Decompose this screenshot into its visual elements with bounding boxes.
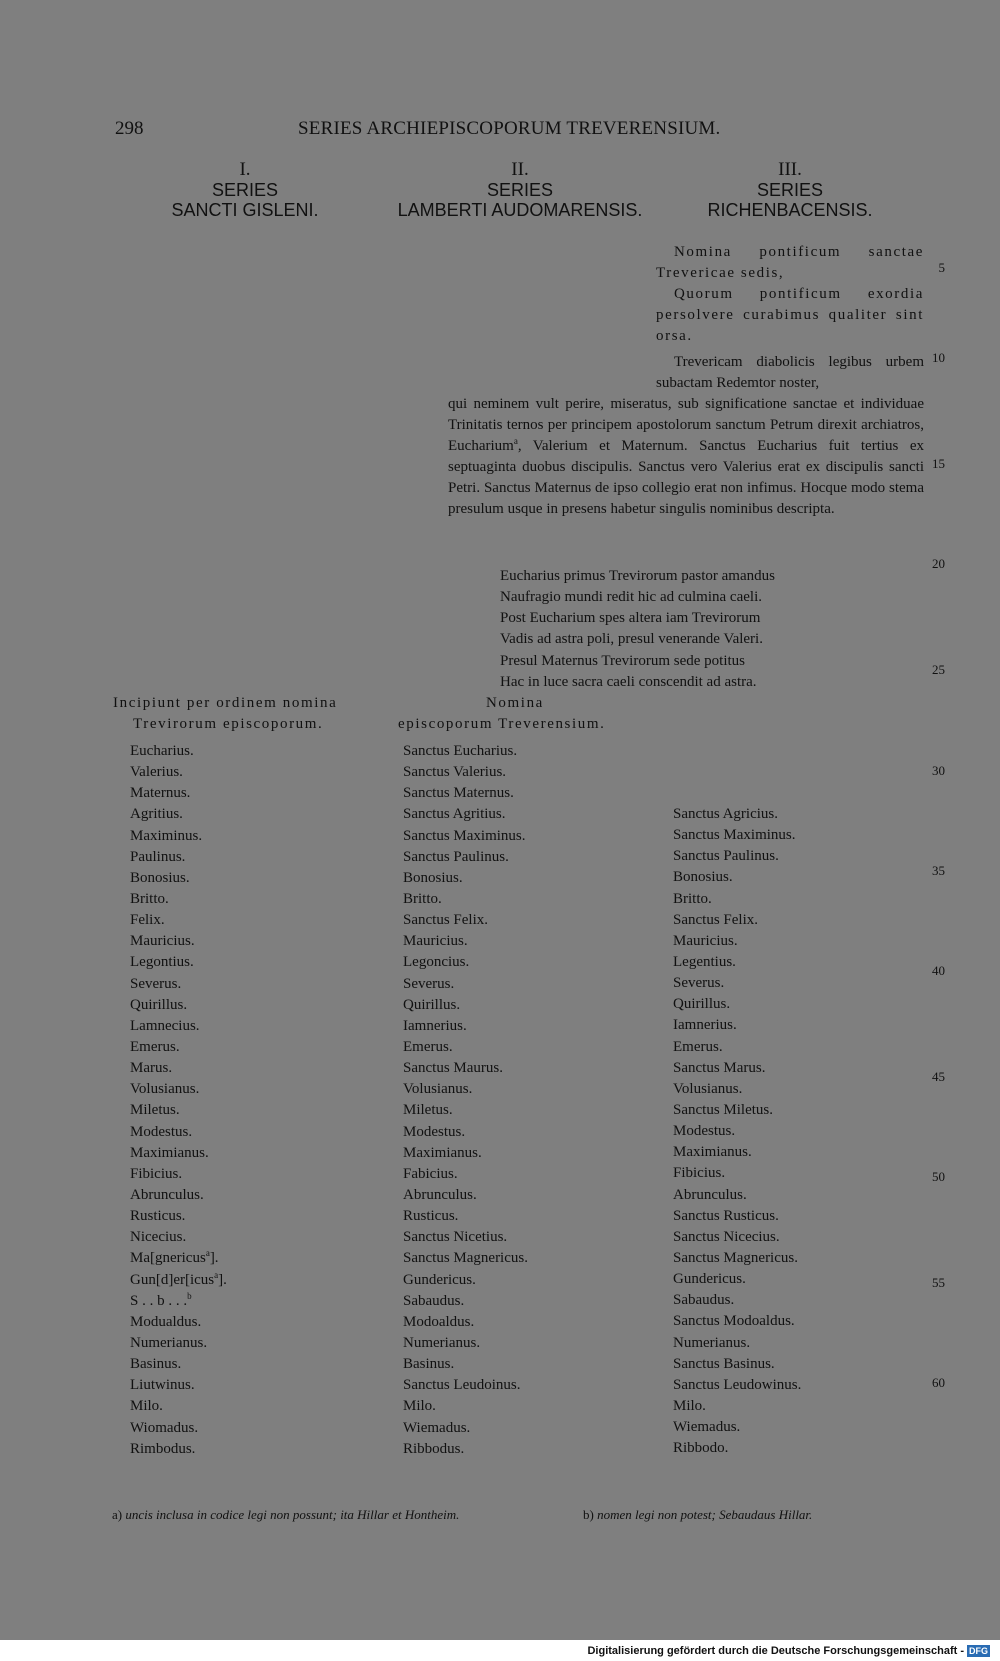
list-item-text: Wiomadus. (130, 1419, 199, 1436)
list-item-text: Fibicius. (673, 1165, 726, 1182)
list-item (130, 1206, 227, 1227)
list-item-text: Lamnecius. (130, 1017, 200, 1034)
list-item (403, 1058, 528, 1079)
list-item (673, 931, 801, 952)
list-item-text: Marus. (130, 1060, 173, 1077)
list-item-text: Mauricius. (130, 933, 195, 950)
list-item (673, 1037, 801, 1058)
list-item (673, 1185, 801, 1206)
list-item (130, 1333, 227, 1354)
list-item (130, 1312, 227, 1333)
list-item (673, 804, 801, 825)
list-item (130, 995, 227, 1016)
list-item-text: Gundericus. (403, 1271, 476, 1288)
verse-line: Naufragio mundi redit hic ad culmina caeli. (500, 589, 762, 606)
list-item-text: Sanctus Maximinus. (403, 827, 526, 844)
list-item (403, 804, 528, 825)
list-item-text: Numerianus. (130, 1334, 208, 1351)
list-item (673, 1100, 801, 1121)
footnote-marker: a (214, 1269, 219, 1280)
list-item-text: S . . b . . . (130, 1292, 188, 1309)
verse-line: Post Eucharium spes altera iam Trevirorum (500, 610, 761, 627)
list-item-text: Paulinus. (130, 848, 186, 865)
list-item-text: Britto. (673, 890, 712, 907)
list-item-text: Nicecius. (130, 1229, 187, 1246)
list-item-text: Sanctus Paulinus. (673, 848, 779, 865)
list-item (130, 974, 227, 995)
list-item (673, 1333, 801, 1354)
footnote-b-text: nomen legi non potest; Sebaudaus Hillar. (597, 1507, 813, 1522)
list-item (673, 1396, 801, 1417)
list-item (673, 1354, 801, 1375)
list-item (403, 783, 528, 804)
list-item-text: Modoaldus. (403, 1313, 475, 1330)
column-numeral: I. (239, 159, 251, 180)
list-item (673, 1142, 801, 1163)
line-number: 45 (932, 1069, 945, 1084)
list-item-text: Ribbodus. (403, 1440, 465, 1457)
verse-line: Presul Maternus Trevirorum sede potitus (500, 652, 745, 669)
line-number: 60 (932, 1375, 945, 1390)
list-item (130, 741, 227, 762)
list-item (130, 1248, 227, 1269)
list-item-text: Bonosius. (130, 869, 190, 886)
list-item (403, 1227, 528, 1248)
column-heading-1 (145, 160, 345, 220)
list-item (130, 1122, 227, 1143)
list-item-text: Sabaudus. (403, 1292, 465, 1309)
list-item (403, 1248, 528, 1269)
list-item-text: Numerianus. (403, 1334, 481, 1351)
list-item-text: Maximianus. (130, 1144, 209, 1161)
list-item-text: Numerianus. (673, 1334, 751, 1351)
list-item-text: Quirillus. (130, 996, 188, 1013)
list-item-text: Britto. (130, 890, 169, 907)
list-item (673, 867, 801, 888)
list-item-text: Abrunculus. (673, 1186, 747, 1203)
list-item (130, 1185, 227, 1206)
footnote-marker: a (205, 1248, 210, 1259)
list-item-text: Emerus. (673, 1038, 723, 1055)
col1-heading-line1: Incipiunt per ordinem nomina (113, 695, 338, 711)
list-item (130, 1291, 227, 1312)
list-item (130, 783, 227, 804)
list-item-text: Modestus. (130, 1123, 193, 1140)
list-item-text: Sanctus Modoaldus. (673, 1313, 795, 1330)
list-item-text: Iamnerius. (673, 1017, 737, 1034)
list-item (130, 910, 227, 931)
list-item-text: Fibicius. (130, 1165, 183, 1182)
list-item-text: Modestus. (673, 1123, 736, 1140)
list-item (673, 1227, 801, 1248)
list-item (130, 1143, 227, 1164)
list-item-text: Emerus. (403, 1038, 453, 1055)
list-item-text: Liutwinus. (130, 1377, 195, 1394)
list-item (673, 1058, 801, 1079)
list-item (403, 1016, 528, 1037)
list-item (673, 973, 801, 994)
list-item-text: Sanctus Marus. (673, 1059, 766, 1076)
bishop-list-col1 (130, 741, 227, 1460)
list-item (403, 1185, 528, 1206)
list-item-text: Sanctus Eucharius. (403, 743, 518, 759)
list-item (403, 1206, 528, 1227)
list-item (673, 1438, 801, 1459)
list-item (130, 826, 227, 847)
list-item (130, 1079, 227, 1100)
list-item-text: Sanctus Agricius. (673, 806, 778, 822)
list-item-text: Volusianus. (130, 1081, 200, 1098)
verse-line: Eucharius primus Trevirorum pastor amandus (500, 568, 775, 584)
list-item (130, 1164, 227, 1185)
footnote-a-text: uncis inclusa in codice legi non possunt; ita Hillar et Hontheim. (125, 1507, 460, 1522)
list-item-text: Rimbodus. (130, 1440, 196, 1457)
col2-heading-line1: Nomina (486, 695, 544, 711)
list-item (130, 1227, 227, 1248)
list-item-text: Abrunculus. (130, 1186, 204, 1203)
list-item (673, 825, 801, 846)
prose-nomina-pontificum: Nomina pontificum sanctae Trevericae sedis, (656, 244, 924, 281)
list-item (403, 889, 528, 910)
list-item-text: Basinus. (130, 1356, 182, 1373)
list-item-text: Rusticus. (403, 1208, 459, 1225)
column-title-line1: SERIES (756, 180, 824, 200)
list-item-text: Sanctus Magnericus. (403, 1250, 528, 1267)
list-item (130, 931, 227, 952)
list-item (403, 931, 528, 952)
list-item (403, 1354, 528, 1375)
list-item-text: Britto. (403, 890, 442, 907)
line-number: 15 (932, 456, 945, 471)
list-item-text: Emerus. (130, 1038, 180, 1055)
column-title-line1: SERIES (211, 180, 279, 200)
list-item (130, 889, 227, 910)
bracket-close: ]. (209, 1250, 219, 1267)
list-item (673, 1375, 801, 1396)
list-item-text: Sabaudus. (673, 1292, 735, 1309)
list-item-text: Abrunculus. (403, 1186, 477, 1203)
list-item-text: Bonosius. (673, 869, 733, 886)
list-item-text: Severus. (673, 975, 725, 992)
list-item (130, 1439, 227, 1460)
prose-trevericam: Trevericam diabolicis legibus urbem subactam Redemtor noster, (656, 354, 924, 391)
list-item-text: Sanctus Nicecius. (673, 1228, 780, 1245)
bracket-close: ]. (218, 1271, 227, 1288)
list-item (403, 1418, 528, 1439)
list-item-text: Ribbodo. (673, 1440, 729, 1457)
list-item-text: Legoncius. (403, 954, 470, 971)
list-item (673, 1269, 801, 1290)
list-item (403, 1312, 528, 1333)
footnote-b-mark: b) (583, 1507, 594, 1522)
line-number: 50 (932, 1169, 945, 1184)
footnote-marker: b (187, 1290, 192, 1301)
list-item-text: Maximianus. (403, 1144, 482, 1161)
list-item-text: Bonosius. (403, 869, 463, 886)
list-item-text: Modestus. (403, 1123, 466, 1140)
list-item (403, 1164, 528, 1185)
list-item-text: Sanctus Nicetius. (403, 1229, 508, 1246)
list-item-text: Severus. (403, 975, 455, 992)
list-item-text: Maternus. (130, 785, 191, 802)
credit-text: Digitalisierung gefördert durch die Deutsche Forschungsgemeinschaft - (587, 1645, 964, 1657)
list-item-text: Eucharius. (130, 743, 194, 759)
list-item (673, 1311, 801, 1332)
list-item-text: Fabicius. (403, 1165, 458, 1182)
list-item-text: Sanctus Felix. (403, 912, 488, 929)
line-number: 25 (932, 662, 945, 677)
list-item (403, 868, 528, 889)
list-item-text: Sanctus Miletus. (673, 1101, 773, 1118)
col2-heading-line2: episcoporum Treverensium. (398, 716, 606, 732)
column-numeral: II. (511, 159, 529, 180)
list-item (130, 952, 227, 973)
list-item-text: Miletus. (403, 1102, 453, 1119)
list-item-text: Quirillus. (673, 996, 731, 1013)
prose-main-part2: , Valerium et Maternum. Sanctus Eucharius fuit tertius ex septuaginta duobus discipulis. Sanctus vero Valerius erat ex discipulis sancti Petri. Sanctus Maternus de ipso collegio erat non infimus. Hocque modo stema presulum usque in presens habetur singulis nominibus descripta. (448, 438, 924, 517)
footnote-marker: a (513, 436, 518, 446)
list-item (403, 1270, 528, 1291)
list-item-text: Valerius. (130, 764, 183, 781)
list-item (673, 994, 801, 1015)
list-item-text: Gundericus. (673, 1271, 746, 1288)
list-item-text: Sanctus Magnericus. (673, 1249, 798, 1266)
list-item (673, 1248, 801, 1269)
line-number: 20 (932, 556, 945, 571)
list-item-text: Sanctus Valerius. (403, 764, 507, 781)
column-title-line1: SERIES (486, 180, 554, 200)
list-item-text: Sanctus Maternus. (403, 785, 514, 802)
line-number: 30 (932, 763, 945, 778)
line-number: 55 (932, 1275, 945, 1290)
list-item-text: Agritius. (130, 806, 183, 823)
list-item (403, 1100, 528, 1121)
list-item-text: Maximianus. (673, 1144, 752, 1161)
list-item (673, 910, 801, 931)
list-item-text: Sanctus Leudoinus. (403, 1377, 521, 1394)
list-item (673, 889, 801, 910)
bishop-list-col3 (673, 804, 801, 1459)
list-item-text: Legentius. (673, 953, 736, 970)
verses (500, 566, 775, 693)
list-item-text: Sanctus Felix. (673, 911, 758, 928)
list-item (403, 952, 528, 973)
list-item-text: Sanctus Agritius. (403, 806, 506, 823)
column-title-line2: RICHENBACENSIS. (707, 200, 873, 220)
list-item (130, 847, 227, 868)
dfg-logo: DFG (969, 1646, 988, 1656)
list-item (403, 1037, 528, 1058)
column-heading-3 (690, 160, 890, 220)
list-item (403, 1396, 528, 1417)
list-item (130, 762, 227, 783)
list-item (130, 1016, 227, 1037)
list-item (403, 847, 528, 868)
verse-line: Vadis ad astra poli, presul venerande Valeri. (500, 631, 763, 648)
list-item (403, 1333, 528, 1354)
list-item (130, 1058, 227, 1079)
column-title-line2: SANCTI GISLENI. (171, 200, 319, 220)
list-item-text: Wiemadus. (673, 1419, 741, 1436)
list-item (403, 826, 528, 847)
list-item-text: Wiemadus. (403, 1419, 471, 1436)
list-item (403, 910, 528, 931)
list-item (403, 974, 528, 995)
list-item-text: Milo. (130, 1398, 163, 1415)
list-item-text: Modualdus. (130, 1313, 202, 1330)
list-item-text: Mauricius. (673, 932, 738, 949)
list-item-text: Sanctus Maurus. (403, 1060, 503, 1077)
list-item-text: Sanctus Maximinus. (673, 827, 796, 844)
list-item (130, 1375, 227, 1396)
list-item-text: Maximinus. (130, 827, 203, 844)
line-number: 10 (932, 350, 945, 365)
list-item (130, 1270, 227, 1291)
list-item (673, 1290, 801, 1311)
list-item-text: Ma[gnericus (130, 1250, 206, 1267)
verse-line: Hac in luce sacra caeli conscendit ad astra. (500, 673, 757, 690)
list-item (130, 1396, 227, 1417)
list-item (403, 1143, 528, 1164)
list-item (403, 1375, 528, 1396)
list-item-text: Volusianus. (403, 1081, 473, 1098)
prose-quorum: Quorum pontificum exordia persolvere curabimus qualiter sint orsa. (656, 286, 924, 344)
list-item (403, 1122, 528, 1143)
list-item (403, 995, 528, 1016)
list-item-text: Basinus. (403, 1356, 455, 1373)
list-item-text: Felix. (130, 912, 165, 929)
list-item-text: Legontius. (130, 954, 194, 971)
list-item (403, 1439, 528, 1460)
list-item-text: Sanctus Rusticus. (673, 1207, 779, 1224)
list-item-text: Gun[d]er[icus (130, 1271, 215, 1288)
column-title-line2: LAMBERTI AUDOMARENSIS. (397, 200, 643, 220)
col1-heading-line2: Trevirorum episcoporum. (133, 716, 324, 732)
list-item-text: Sanctus Basinus. (673, 1355, 775, 1372)
running-title: SERIES ARCHIEPISCOPORUM TREVERENSIUM. (298, 118, 721, 139)
prose-main (448, 394, 924, 520)
page-number: 298 (115, 118, 144, 139)
list-item (130, 804, 227, 825)
list-item (130, 1354, 227, 1375)
column-numeral: III. (778, 159, 802, 180)
list-item (673, 1121, 801, 1142)
list-item (673, 846, 801, 867)
list-item-text: Quirillus. (403, 996, 461, 1013)
list-item (673, 1206, 801, 1227)
footnote-b (583, 1507, 812, 1523)
bishop-list-col2 (403, 741, 528, 1460)
list-item (673, 1015, 801, 1036)
list-item-text: Mauricius. (403, 933, 468, 950)
list-item (403, 741, 528, 762)
footnote-a-mark: a) (112, 1507, 123, 1522)
list-item (403, 762, 528, 783)
list-item (673, 1417, 801, 1438)
line-number: 40 (932, 963, 945, 978)
list-item-text: Milo. (673, 1397, 706, 1414)
list-item-text: Severus. (130, 975, 182, 992)
list-item-text: Sanctus Paulinus. (403, 848, 509, 865)
list-item (673, 952, 801, 973)
digitization-credit (587, 1645, 990, 1657)
list-item-text: Milo. (403, 1398, 436, 1415)
list-item-text: Rusticus. (130, 1208, 186, 1225)
column-heading-2 (380, 160, 660, 220)
footnote-a (112, 1507, 459, 1523)
list-item-text: Miletus. (130, 1102, 180, 1119)
list-item (130, 1100, 227, 1121)
list-item (673, 1163, 801, 1184)
line-number: 5 (938, 260, 945, 275)
line-number: 35 (932, 863, 945, 878)
list-item (130, 1418, 227, 1439)
list-item (130, 868, 227, 889)
list-item (403, 1079, 528, 1100)
list-item-text: Iamnerius. (403, 1017, 467, 1034)
prose-main-part1: qui neminem vult perire, miseratus, sub significatione sanctae et individuae Trinitatis ternos per principem apostolorum sanctum Petrum direxit archiatros, Eucharium (448, 396, 924, 454)
list-item (403, 1291, 528, 1312)
list-item (130, 1037, 227, 1058)
list-item (673, 1079, 801, 1100)
list-item-text: Sanctus Leudowinus. (673, 1376, 802, 1393)
list-item-text: Volusianus. (673, 1080, 743, 1097)
